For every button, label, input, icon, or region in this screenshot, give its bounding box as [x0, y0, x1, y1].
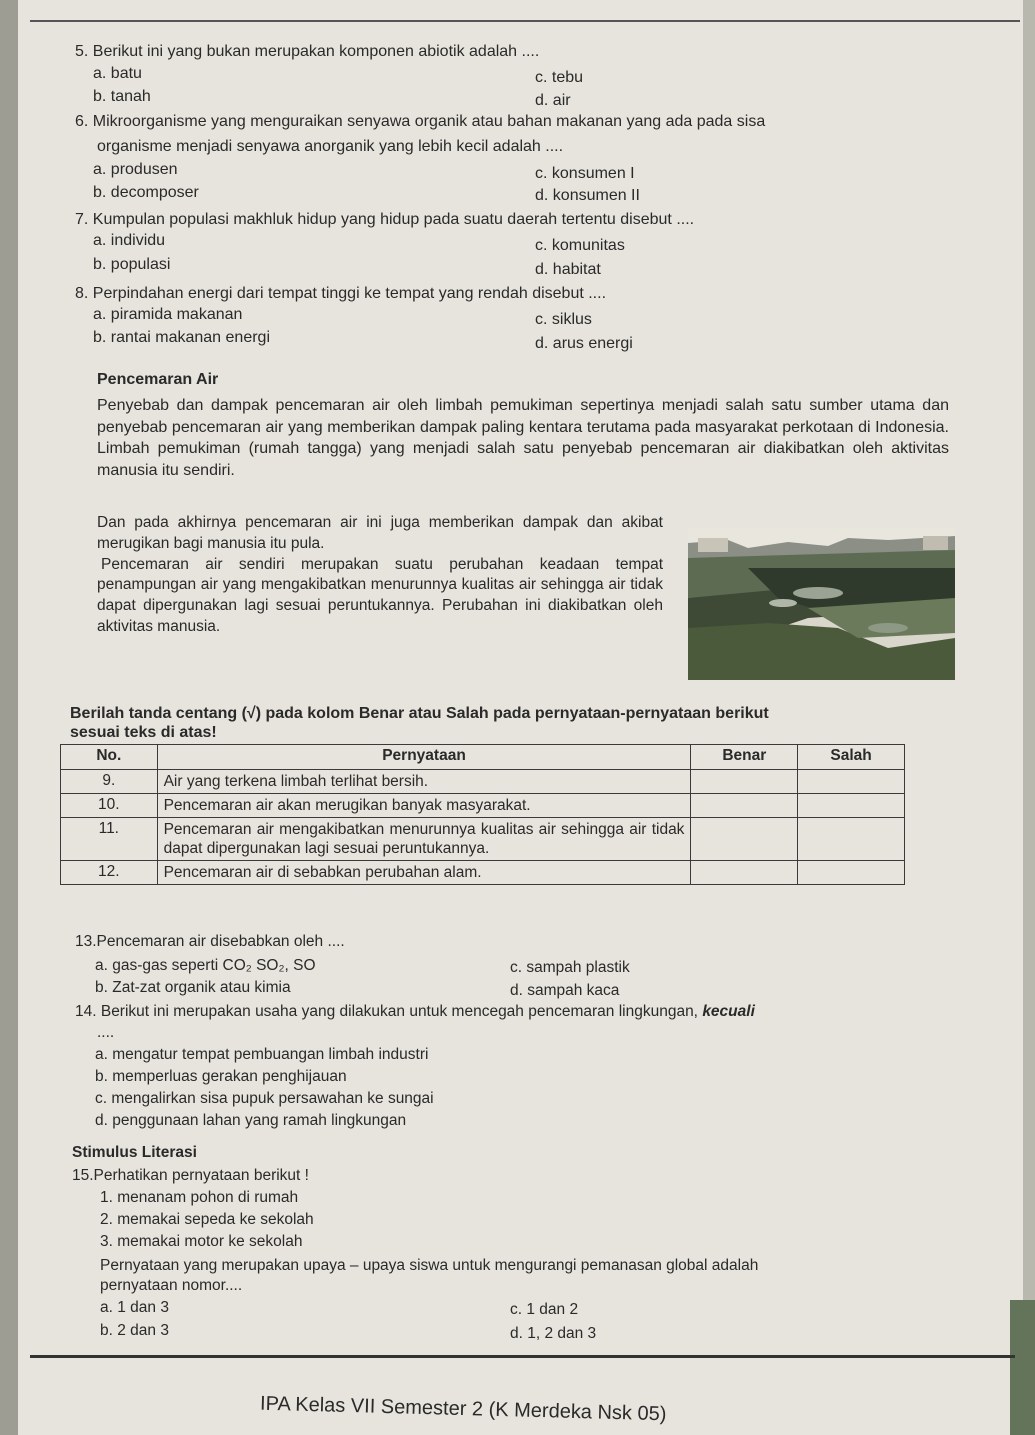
false-checkbox-cell[interactable]: [798, 794, 905, 818]
row-number: 11.: [61, 818, 158, 861]
paragraph-2: [97, 513, 663, 638]
q13-question: 13.Pencemaran air disebabkan oleh ....: [75, 933, 345, 950]
q14-option-c[interactable]: c. mengalirkan sisa pupuk persawahan ke sungai: [95, 1090, 434, 1107]
q13-option-a[interactable]: a. gas-gas seperti CO₂ SO₂, SO: [95, 957, 316, 974]
q13-option-b[interactable]: b. Zat-zat organik atau kimia: [95, 979, 291, 996]
row-statement: Pencemaran air di sebabkan perubahan alam.: [157, 861, 691, 885]
q15-item-1: 1. menanam pohon di rumah: [100, 1189, 299, 1206]
q7-option-c[interactable]: c. komunitas: [535, 237, 625, 254]
q5-option-d[interactable]: d. air: [535, 92, 571, 109]
q15-option-a[interactable]: a. 1 dan 3: [100, 1299, 169, 1316]
header-true: Benar: [691, 745, 798, 770]
q8-option-c[interactable]: c. siklus: [535, 311, 592, 328]
row-number: 10.: [61, 794, 158, 818]
top-border-line: [30, 20, 1020, 22]
table-row: [61, 794, 905, 818]
q7-option-a[interactable]: a. individu: [93, 232, 166, 249]
q15-prompt-line2: pernyataan nomor....: [100, 1277, 243, 1294]
row-statement: Pencemaran air mengakibatkan menurunnya kualitas air sehingga air tidak dapat dipergunakan lagi sesuai peruntukannya.: [157, 818, 691, 861]
table-header-row: [61, 745, 905, 770]
q5-question: 5. Berikut ini yang bukan merupakan komponen abiotik adalah ....: [75, 43, 540, 60]
table-row: [61, 770, 905, 794]
q6-option-a[interactable]: a. produsen: [93, 161, 178, 178]
q6-question-line1: 6. Mikroorganisme yang menguraikan senyawa organik atau bahan makanan yang ada pada sisa: [75, 113, 766, 130]
row-statement: Air yang terkena limbah terlihat bersih.: [157, 770, 691, 794]
q6-option-c[interactable]: c. konsumen I: [535, 165, 635, 182]
background-stripe: [1010, 1300, 1035, 1435]
true-checkbox-cell[interactable]: [691, 818, 798, 861]
q6-option-d[interactable]: d. konsumen II: [535, 187, 640, 204]
q14-option-a[interactable]: a. mengatur tempat pembuangan limbah industri: [95, 1046, 429, 1063]
paragraph-2b: Pencemaran air sendiri merupakan suatu perubahan keadaan tempat penampungan air yang mengakibatkan menurunnya kualitas air sehingga air tidak dapat dipergunakan lagi sesuai peruntukannya. Perubahan ini diakibatkan oleh aktivitas manusia.: [97, 555, 663, 635]
q14-option-d[interactable]: d. penggunaan lahan yang ramah lingkungan: [95, 1112, 407, 1129]
q8-option-b[interactable]: b. rantai makanan energi: [93, 329, 270, 346]
q13-option-c[interactable]: c. sampah plastik: [510, 959, 630, 976]
true-false-table: [60, 744, 905, 885]
paragraph-2a: Dan pada akhirnya pencemaran air ini juga memberikan dampak dan akibat merugikan bagi manusia itu pula.: [97, 514, 663, 552]
q8-option-a[interactable]: a. piramida makanan: [93, 306, 243, 323]
background: [0, 0, 20, 1435]
q15-item-3: 3. memakai motor ke sekolah: [100, 1233, 303, 1250]
page-footer: IPA Kelas VII Semester 2 (K Merdeka Nsk 05): [259, 1392, 667, 1426]
instruction-line1: Berilah tanda centang (√) pada kolom Benar atau Salah pada pernyataan-pernyataan berikut: [70, 705, 769, 722]
false-checkbox-cell[interactable]: [798, 861, 905, 885]
false-checkbox-cell[interactable]: [798, 818, 905, 861]
q5-option-c[interactable]: c. tebu: [535, 69, 584, 86]
q15-option-d[interactable]: d. 1, 2 dan 3: [510, 1325, 597, 1342]
q14-question-text: 14. Berikut ini merupakan usaha yang dilakukan untuk mencegah pencemaran lingkungan,: [75, 1003, 698, 1020]
polluted-river-photo: [688, 528, 955, 680]
q5-option-b[interactable]: b. tanah: [93, 88, 151, 105]
q15-prompt-line1: Pernyataan yang merupakan upaya – upaya siswa untuk mengurangi pemanasan global adalah: [100, 1257, 759, 1274]
q14-question-tail: ....: [97, 1024, 115, 1041]
q14-option-b[interactable]: b. memperluas gerakan penghijauan: [95, 1068, 347, 1085]
q8-option-d[interactable]: d. arus energi: [535, 335, 633, 352]
header-no: No.: [61, 745, 158, 770]
row-statement: Pencemaran air akan merugikan banyak masyarakat.: [157, 794, 691, 818]
q14-question: [75, 1002, 755, 1022]
q5-option-a[interactable]: a. batu: [93, 65, 142, 82]
row-number: 12.: [61, 861, 158, 885]
header-statement: Pernyataan: [157, 745, 691, 770]
q15-question: 15.Perhatikan pernyataan berikut !: [72, 1167, 309, 1184]
true-checkbox-cell[interactable]: [691, 770, 798, 794]
q7-question: 7. Kumpulan populasi makhluk hidup yang hidup pada suatu daerah tertentu disebut ....: [75, 211, 695, 228]
q7-option-b[interactable]: b. populasi: [93, 256, 171, 273]
row-number: 9.: [61, 770, 158, 794]
q7-option-d[interactable]: d. habitat: [535, 261, 601, 278]
section-title: Pencemaran Air: [97, 371, 219, 388]
q6-option-b[interactable]: b. decomposer: [93, 184, 199, 201]
false-checkbox-cell[interactable]: [798, 770, 905, 794]
q6-question-line2: organisme menjadi senyawa anorganik yang lebih kecil adalah ....: [97, 138, 564, 155]
q8-question: 8. Perpindahan energi dari tempat tinggi ke tempat yang rendah disebut ....: [75, 285, 607, 302]
table-row: [61, 818, 905, 861]
stimulus-title: Stimulus Literasi: [72, 1144, 197, 1161]
true-checkbox-cell[interactable]: [691, 794, 798, 818]
q15-option-b[interactable]: b. 2 dan 3: [100, 1322, 169, 1339]
bottom-divider: [30, 1355, 1015, 1358]
table-row: [61, 861, 905, 885]
q14-question-emphasis: kecuali: [702, 1003, 755, 1020]
true-checkbox-cell[interactable]: [691, 861, 798, 885]
instruction-line2: sesuai teks di atas!: [70, 724, 217, 741]
q15-item-2: 2. memakai sepeda ke sekolah: [100, 1211, 314, 1228]
paragraph-1: Penyebab dan dampak pencemaran air oleh limbah pemukiman sepertinya menjadi salah satu sumber utama dan penyebab pencemaran air yang memberikan dampak paling kentara terutama pada masyarakat perkotaan di Indonesia. Limbah pemukiman (rumah tangga) yang menjadi salah satu penyebab pencemaran air diakibatkan oleh aktivitas manusia itu sendiri.: [97, 397, 949, 479]
header-false: Salah: [798, 745, 905, 770]
q15-option-c[interactable]: c. 1 dan 2: [510, 1301, 579, 1318]
q13-option-d[interactable]: d. sampah kaca: [510, 982, 620, 999]
